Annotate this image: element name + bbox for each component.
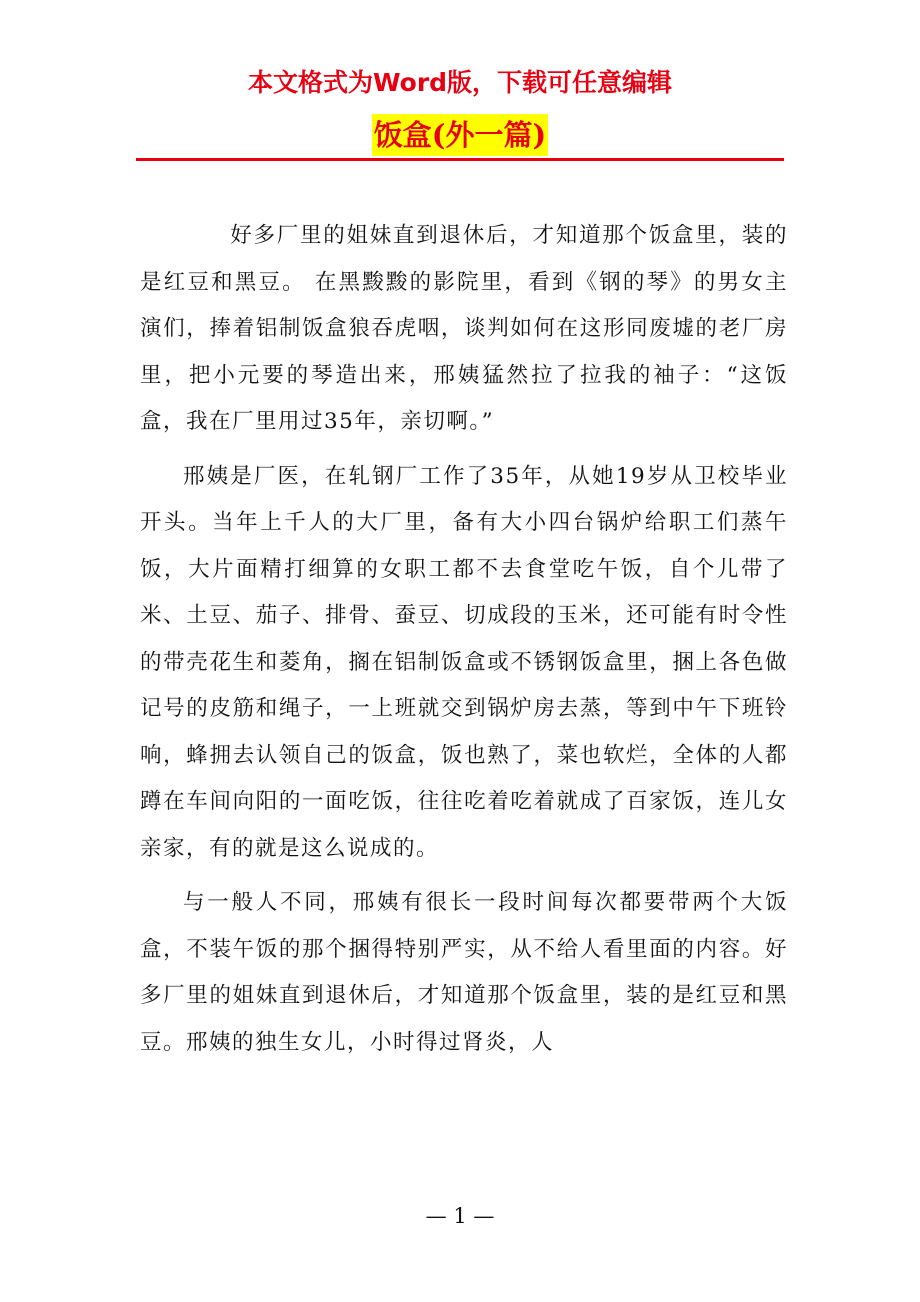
title-block: [0, 114, 920, 156]
download-banner: 本文格式为Word版，下载可任意编辑: [247, 68, 673, 97]
title-divider: [136, 158, 784, 161]
page-number: — 1 —: [425, 1204, 495, 1228]
article-body: [140, 213, 788, 1074]
paragraph: 好多厂里的姐妹直到退休后，才知道那个饭盒里，装的是红豆和黑豆。 在黑黢黢的影院里，看到《钢的琴》的男女主演们，捧着铝制饭盒狼吞虎咽，谈判如何在这形同废墟的老厂房里，把小元要的琴造出来，邢姨猛然拉了拉我的袖子：“这饭盒，我在厂里用过35年，亲切啊。”: [140, 223, 788, 434]
document-title: 饭盒(外一篇): [372, 114, 548, 156]
paragraph: 邢姨是厂医，在轧钢厂工作了35年，从她19岁从卫校毕业开头。当年上千人的大厂里，备有大小四台锅炉给职工们蒸午饭，大片面精打细算的女职工都不去食堂吃午饭，自个儿带了米、土豆、茄子、排骨、蚕豆、切成段的玉米，还可能有时令性的带壳花生和菱角，搁在铝制饭盒或不锈钢饭盒里，捆上各色做记号的皮筋和绳子，一上班就交到锅炉房去蒸，等到中午下班铃响，蜂拥去认领自己的饭盒，饭也熟了，菜也软烂，全体的人都蹲在车间向阳的一面吃饭，往往吃着吃着就成了百家饭，连儿女亲家，有的就是这么说成的。: [140, 463, 788, 861]
paragraph: 与一般人不同，邢姨有很长一段时间每次都要带两个大饭盒，不装午饭的那个捆得特别严实，从不给人看里面的内容。好多厂里的姐妹直到退休后，才知道那个饭盒里，装的是红豆和黑豆。邢姨的独生女儿，小时得过肾炎，人: [140, 890, 788, 1055]
